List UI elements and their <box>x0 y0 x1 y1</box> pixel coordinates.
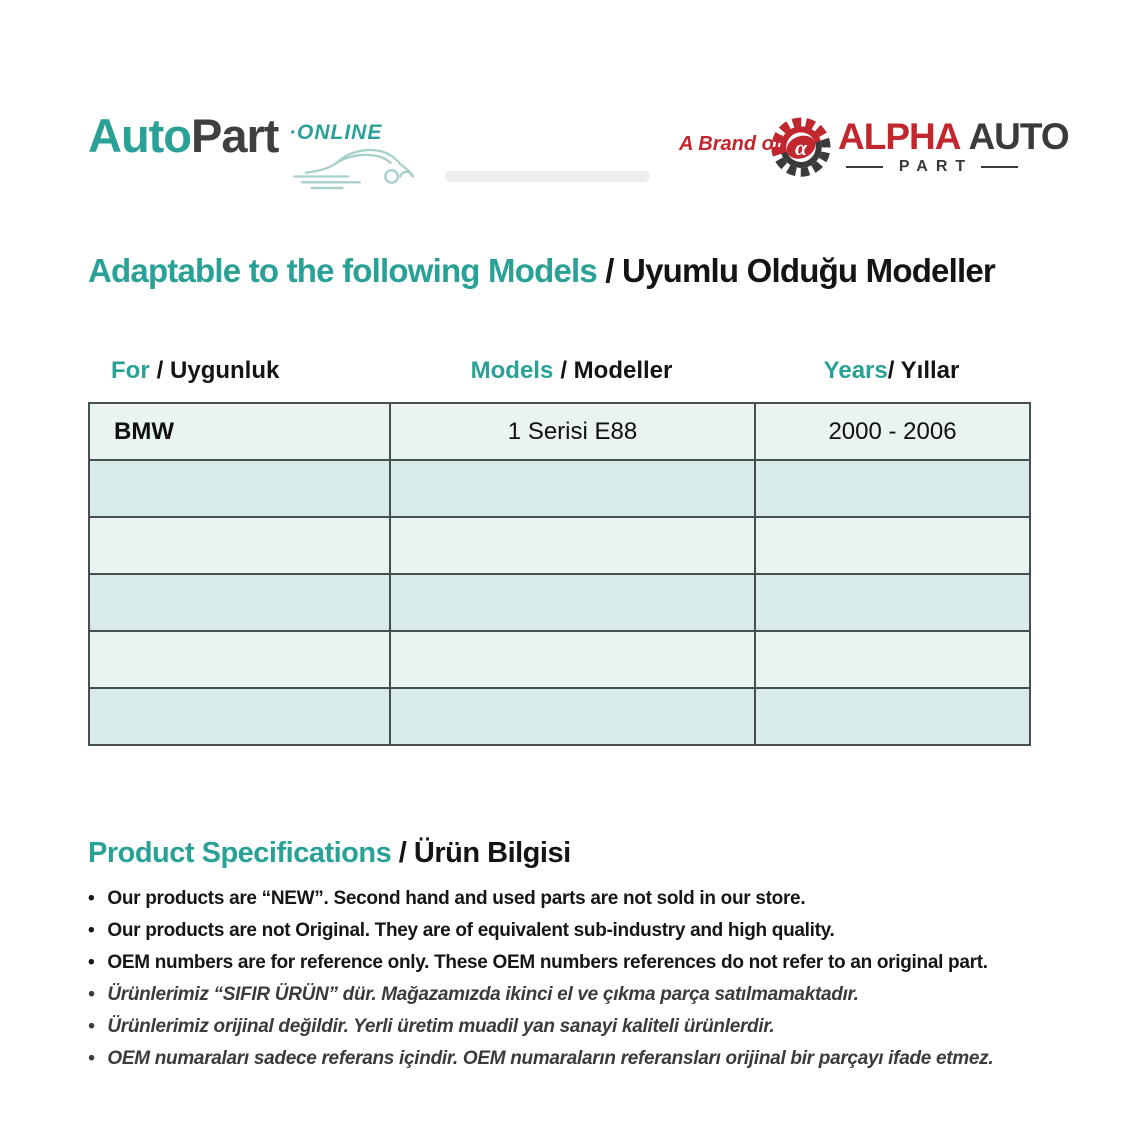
header-years-en: Years <box>823 357 888 384</box>
cell-make <box>89 688 390 745</box>
header-for-en: For <box>111 357 150 384</box>
car-silhouette-icon <box>292 138 418 190</box>
cell-make <box>89 517 390 574</box>
cell-make <box>89 574 390 631</box>
cell-make <box>89 460 390 517</box>
spec-bullet-tr: • OEM numaraları sadece referans içindir. OEM numaraların referansları orijinal bir parçayı ifade etmez. <box>88 1048 1068 1070</box>
spec-bullet-en: • Our products are not Original. They are of equivalent sub-industry and high quality. <box>88 920 1068 942</box>
compatibility-table <box>88 402 1031 746</box>
cell-make: BMW <box>89 403 390 460</box>
specs-title <box>88 837 571 870</box>
specs-title-tr: Ürün Bilgisi <box>413 837 571 869</box>
spec-bullet-en: • Our products are “NEW”. Second hand and used parts are not sold in our store. <box>88 888 1068 910</box>
cell-model <box>390 631 755 688</box>
brand-part-line <box>846 158 1018 176</box>
cell-model <box>390 460 755 517</box>
column-header-models <box>389 357 754 385</box>
table-row <box>89 574 1030 631</box>
adaptable-title-en: Adaptable to the following Models <box>88 252 597 289</box>
header-for-tr: / Uygunluk <box>156 357 280 384</box>
specs-title-sep: / <box>391 837 414 869</box>
spec-bullet-tr: • Ürünlerimiz “SIFIR ÜRÜN” dür. Mağazamızda ikinci el ve çıkma parça satılmamaktadır. <box>88 984 1068 1006</box>
adaptable-title <box>88 252 995 290</box>
cell-years <box>755 460 1030 517</box>
left-rule <box>846 166 883 168</box>
header-models-en: Models <box>470 357 554 384</box>
table-row <box>89 688 1030 745</box>
brand-of-label: A Brand of <box>679 133 781 155</box>
alpha-glyph: α <box>794 135 808 160</box>
spec-bullet-en: • OEM numbers are for reference only. These OEM numbers references do not refer to an original part. <box>88 952 1068 974</box>
logo-text-auto: Auto <box>88 109 192 162</box>
table-row <box>89 517 1030 574</box>
cell-model <box>390 517 755 574</box>
column-header-for <box>88 357 389 385</box>
faint-watermark-band <box>445 171 650 182</box>
autopart-logo <box>88 108 278 163</box>
logo-text-part: Part <box>191 109 279 162</box>
cell-model: 1 Serisi E88 <box>390 403 755 460</box>
cell-years: 2000 - 2006 <box>755 403 1030 460</box>
cell-years <box>755 517 1030 574</box>
alpha-gear-icon <box>766 108 836 182</box>
cell-years <box>755 631 1030 688</box>
header-years-tr: / Yıllar <box>887 357 960 384</box>
brand-name <box>838 116 1069 158</box>
brand-part-label: PART <box>898 158 974 175</box>
cell-years <box>755 688 1030 745</box>
adaptable-title-tr: Uyumlu Olduğu Modeller <box>622 252 995 289</box>
brand-name-auto: AUTO <box>968 116 1069 157</box>
column-header-years <box>754 357 1029 385</box>
specs-title-en: Product Specifications <box>88 837 392 869</box>
table-row <box>89 460 1030 517</box>
cell-model <box>390 688 755 745</box>
logo-text-online: ·ONLINE <box>289 121 383 144</box>
cell-years <box>755 574 1030 631</box>
cell-model <box>390 574 755 631</box>
adaptable-title-sep: / <box>596 252 623 289</box>
spec-bullet-tr: • Ürünlerimiz orijinal değildir. Yerli üretim muadil yan sanayi kaliteli ürünlerdir. <box>88 1016 1068 1038</box>
brand-name-alpha: ALPHA <box>838 116 961 157</box>
table-row <box>89 631 1030 688</box>
cell-make <box>89 631 390 688</box>
table-row <box>89 403 1030 460</box>
specs-bullet-list <box>88 888 1068 1080</box>
header-models-tr: / Modeller <box>560 357 673 384</box>
right-rule <box>981 166 1018 168</box>
table-column-headers <box>88 357 1029 385</box>
